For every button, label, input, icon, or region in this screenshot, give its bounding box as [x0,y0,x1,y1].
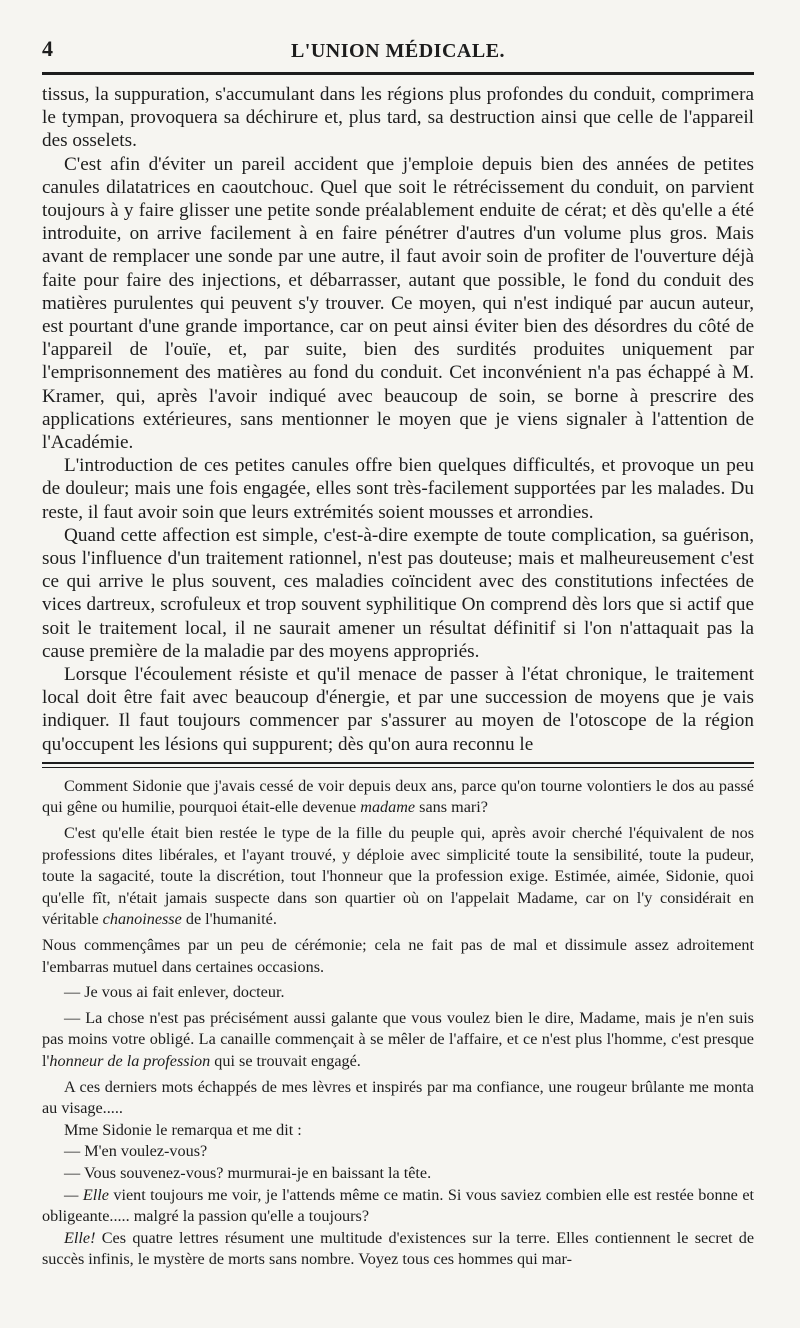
feuilleton-dialogue: — M'en voulez-vous? [64,1142,208,1161]
page-header [42,36,754,70]
feuilleton-paragraph: Elle! Ces quatre lettres résument une multitude d'existences sur la terre. Elles contiennent le secret de succès infinis, le mystère de morts sans nombre. Voyez tous ces hommes qui mar- [42,1228,754,1269]
feuilleton-paragraph: Nous commençâmes par un peu de cérémonie; cela ne fait pas de mal et dissimule assez adroitement l'embarras mutuel dans certaines occasions. [42,936,754,976]
feuilleton-paragraph: Comment Sidonie que j'avais cessé de voir depuis deux ans, parce qu'on tourne volontiers le dos au passé qui gêne ou humilie, pourquoi était-elle devenue madame sans mari? [42,776,754,817]
article-body [42,83,754,756]
feuilleton [42,776,754,1271]
article-paragraph: Lorsque l'écoulement résiste et qu'il menace de passer à l'état chronique, le traitement local doit être fait avec beaucoup d'énergie, et par une succession de moyens que je vais indiquer. Il faut toujours commencer par s'assurer au moyen de l'otoscope de la région qu'occupent les lésions qui suppurent; dès qu'on aura reconnu le [42,664,754,755]
page-number: 4 [42,36,53,61]
header-rule [42,72,754,75]
page [42,36,754,1271]
feuilleton-dialogue: — Vous souvenez-vous? murmurai-je en baissant la tête. [64,1163,432,1182]
feuilleton-paragraph: A ces derniers mots échappés de mes lèvres et inspirés par ma confiance, une rougeur brûlante me monta au visage..... [42,1077,754,1118]
article-paragraph: C'est afin d'éviter un pareil accident que j'emploie depuis bien des années de petites canules dilatatrices en caoutchouc. Quel que soit le rétrécissement du conduit, on parvient toujours à y faire glisser une petite sonde préalablement enduite de cérat; et dès qu'elle a été introduite, on arrive facilement à en faire pénétrer d'autres d'un volume plus gros. Mais avant de remplacer une sonde par une autre, il faut avoir soin de profiter de l'ouverture déjà faite pour faire des injections, et débarrasser, autant que possible, le fond du conduit des matières purulentes qui peuvent s'y trouver. Ce moyen, qui n'est indiqué par aucun auteur, est pourtant d'une grande importance, car on peut ainsi éviter bien des désordres du côté de l'appareil de l'ouïe, et, par suite, bien des surdités produites uniquement par l'emprisonnement des matières au fond du conduit. Cet inconvénient n'a pas échappé à M. Kramer, qui, après l'avoir indiqué avec beaucoup de soin, se borne à prescrire des applications extérieures, sans mentionner le moyen que je viens signaler à l'attention de l'Académie. [42,153,754,454]
feuilleton-separator [42,762,754,768]
article-paragraph: tissus, la suppuration, s'accumulant dans les régions plus profondes du conduit, comprimera le tympan, provoquera sa déchirure et, plus tard, sa destruction ainsi que celle de l'appareil des osselets. [42,84,754,152]
feuilleton-dialogue: — La chose n'est pas précisément aussi galante que vous voulez bien le dire, Madame, mais je n'en suis pas moins votre obligé. La canaille commençait à se mêler de l'affaire, et ce n'est plus l'homme, c'est presque l'honneur de la profession qui se trouvait engagé. [42,1008,754,1071]
feuilleton-paragraph: C'est qu'elle était bien restée le type de la fille du peuple qui, après avoir cherché l'équivalent de nos professions dites libérales, et l'ayant trouvé, y déploie avec simplicité toute la sensibilité, toute la pudeur, toute la sagacité, toute la discrétion, tout l'honneur que la profession exige. Estimée, aimée, Sidonie, quoi qu'elle fît, n'était jamais suspecte dans son quartier où on l'appelait Madame, car on l'y considérait en véritable chanoinesse de l'humanité. [42,824,754,929]
feuilleton-paragraph: Mme Sidonie le remarqua et me dit : [64,1120,302,1139]
article-paragraph: L'introduction de ces petites canules offre bien quelques difficultés, et provoque un peu de douleur; mais une fois engagée, elles sont très-facilement supportées par les malades. Du reste, il faut avoir soin que leurs extrémités soient mousses et arrondies. [42,455,754,523]
running-title: L'UNION MÉDICALE. [290,40,506,62]
article-paragraph: Quand cette affection est simple, c'est-à-dire exempte de toute complication, sa guérison, sous l'influence d'un traitement rationnel, n'est pas douteuse; mais et malheureusement c'est ce qui arrive le plus souvent, ces maladies coïncident avec des constitutions infectées de vices dartreux, scrofuleux et trop souvent syphilitique On comprend dès lors que si actif que soit le traitement local, il ne saurait amener un résultat définitif si l'on n'attaquait pas la cause première de la maladie par des moyens appropriés. [42,524,754,662]
feuilleton-dialogue: — Elle vient toujours me voir, je l'attends même ce matin. Si vous saviez combien elle est restée bonne et obligeante..... malgré la passion qu'elle a toujours? [42,1185,754,1226]
feuilleton-dialogue: — Je vous ai fait enlever, docteur. [64,983,285,1002]
